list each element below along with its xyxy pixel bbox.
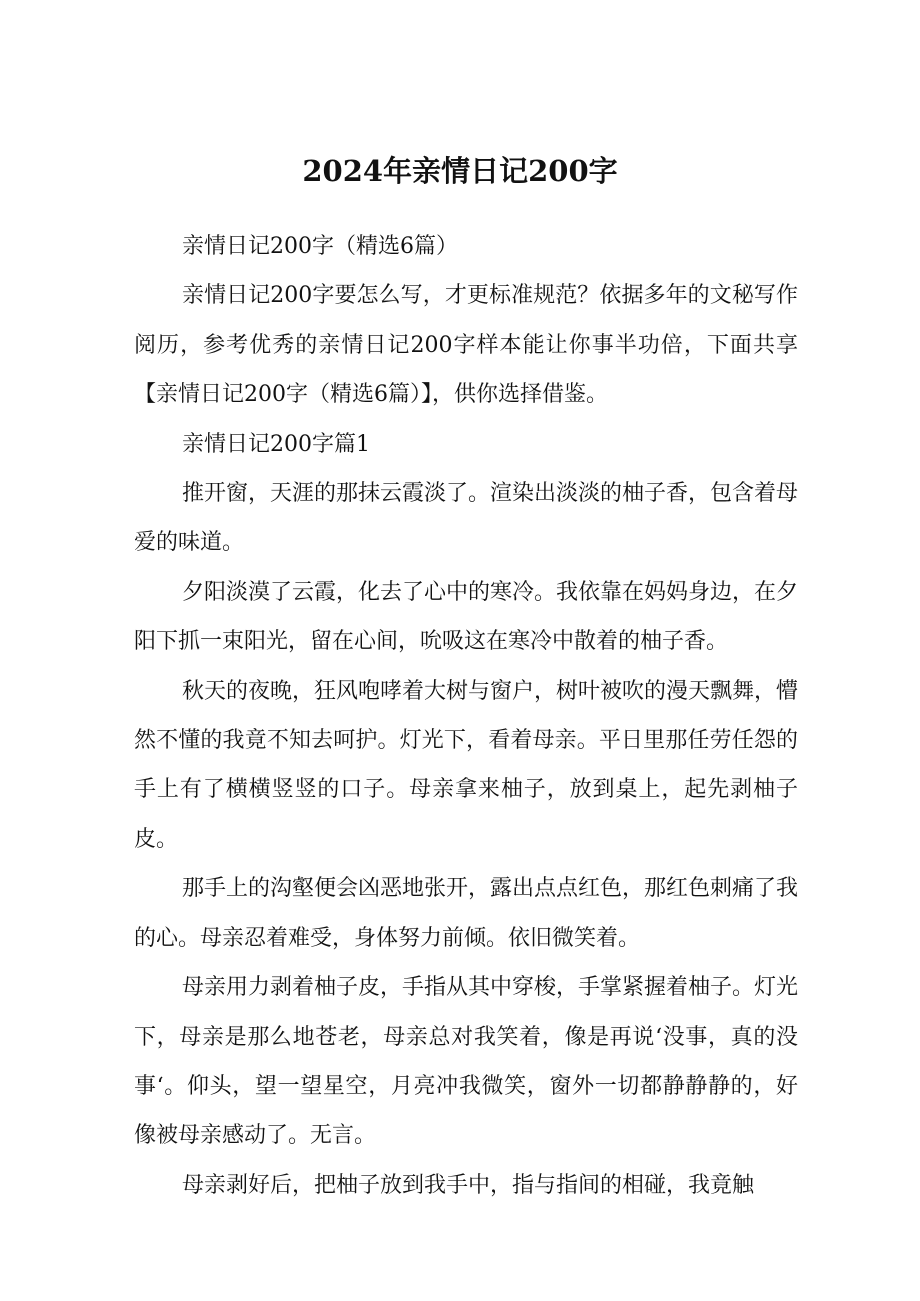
document-body [134,222,798,1210]
paragraph: 秋天的夜晚，狂风咆哮着大树与窗户，树叶被吹的漫天飘舞，懵然不懂的我竟不知去呵护。灯光下，看着母亲。平日里那任劳任怨的手上有了横横竖竖的口子。母亲拿来柚子，放到桌上，起先剥柚子皮。 [134,678,799,852]
paragraph: 夕阳淡漠了云霞，化去了心中的寒冷。我依靠在妈妈身边，在夕阳下抓一束阳光，留在心间，吮吸这在寒冷中散着的柚子香。 [134,579,799,655]
paragraph: 推开窗，天涯的那抹云霞淡了。渲染出淡淡的柚子香，包含着母爱的味道。 [134,481,799,556]
paragraph: 母亲用力剥着柚子皮，手指从其中穿梭，手掌紧握着柚子。灯光下，母亲是那么地苍老，母亲总对我笑着，像是再说‘没事，真的没事‘。仰头，望一望星空，月亮冲我微笑，窗外一切都静静静的，好像被母亲感动了。无言。 [134,975,799,1149]
paragraph-intro: 亲情日记200字要怎么写，才更标准规范？依据多年的文秘写作阅历，参考优秀的亲情日记200字样本能让你事半功倍，下面共享【亲情日记200字（精选6篇）】，供你选择借鉴。 [134,283,798,408]
paragraph: 那手上的沟壑便会凶恶地张开，露出点点红色，那红色刺痛了我的心。母亲忍着难受，身体努力前倾。依旧微笑着。 [134,876,799,951]
document-title: 2024年亲情日记200字 [302,154,618,188]
paragraph-subtitle: 亲情日记200字（精选6篇） [182,234,458,259]
paragraph: 母亲剥好后，把柚子放到我手中，指与指间的相碰，我竟触 [182,1172,755,1198]
section-heading: 亲情日记200字篇1 [182,431,370,457]
